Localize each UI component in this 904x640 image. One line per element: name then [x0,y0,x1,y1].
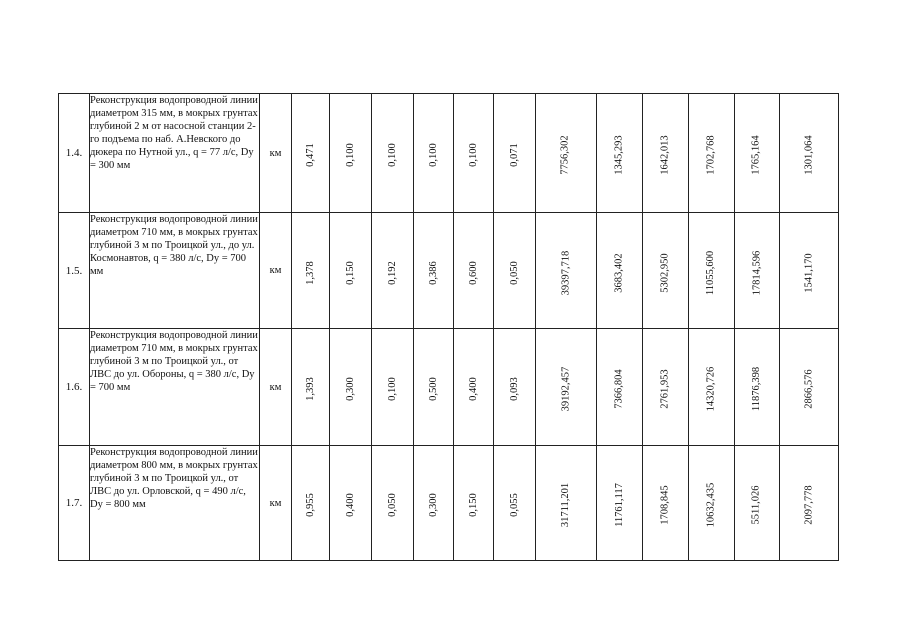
value-text: 17814,596 [750,250,762,295]
value-text: 0,400 [344,493,356,517]
value-text: 11761,117 [613,483,625,527]
table-row [59,446,839,561]
value-cell [330,329,372,446]
value-cell [454,329,494,446]
value-cell [494,213,536,329]
value-cell [494,446,536,561]
value-text: 0,471 [304,143,316,167]
value-cell [643,446,689,561]
row-description: Реконструкция водопроводной линии диаметром 710 мм, в мокрых грунтах глубиной 3 м по Троицкой ул., до ул. Космонавтов, q = 380 л/с, Dy = 700 мм [90,213,260,329]
value-cell [643,213,689,329]
value-text: 7756,302 [560,135,571,175]
table-row [59,94,839,213]
value-cell [643,94,689,213]
value-text: 0,100 [467,143,479,167]
value-text: 0,400 [467,377,479,401]
value-text: 5511,026 [750,485,762,525]
value-cell [597,329,643,446]
value-cell [330,94,372,213]
value-text: 1,378 [304,260,316,285]
value-text: 1642,013 [659,135,671,175]
value-text: 1708,845 [659,485,671,525]
value-cell [643,329,689,446]
value-cell [780,94,839,213]
row-number: 1.6. [59,329,90,446]
data-table [58,93,839,561]
value-text: 0,600 [467,260,479,285]
value-cell [292,213,330,329]
value-cell [734,329,780,446]
value-cell [536,446,597,561]
value-cell [330,213,372,329]
value-text: 1541,170 [803,252,815,293]
value-text: 3683,402 [613,252,625,293]
value-cell [494,329,536,446]
value-text: 0,386 [427,260,439,285]
row-number: 1.7. [59,446,90,561]
value-text: 7366,804 [613,369,625,409]
row-unit: км [260,94,292,213]
value-cell [454,213,494,329]
value-cell [689,94,735,213]
value-cell [292,329,330,446]
value-text: 0,100 [427,143,439,167]
value-text: 39192,457 [560,366,571,412]
row-unit: км [260,329,292,446]
value-text: 2761,953 [659,369,671,409]
value-text: 0,100 [344,143,356,167]
value-text: 1,393 [304,377,316,401]
value-text: 0,055 [508,493,520,517]
value-text: 14320,726 [705,366,717,412]
value-cell [597,213,643,329]
value-text: 5302,950 [659,252,671,293]
value-text: 0,500 [427,377,439,401]
table-row [59,213,839,329]
value-cell [536,94,597,213]
value-cell [780,213,839,329]
value-cell [292,94,330,213]
value-text: 2097,778 [803,485,815,525]
value-cell [734,446,780,561]
value-text: 10632,435 [705,482,717,528]
value-text: 1702,768 [705,135,717,175]
value-text: 1345,293 [613,135,625,175]
value-cell [414,446,454,561]
value-text: 0,050 [508,260,520,285]
value-cell [454,446,494,561]
value-cell [330,446,372,561]
value-text: 0,100 [386,377,398,401]
row-unit: км [260,213,292,329]
value-cell [372,329,414,446]
value-text: 0,955 [304,493,316,517]
value-cell [780,329,839,446]
row-number: 1.4. [59,94,90,213]
table-row [59,329,839,446]
value-text: 0,150 [467,493,479,517]
value-text: 31711,201 [560,482,571,528]
value-cell [536,329,597,446]
value-text: 0,100 [386,143,398,167]
value-cell [536,213,597,329]
value-cell [372,213,414,329]
value-cell [292,446,330,561]
value-text: 0,150 [344,260,356,285]
value-text: 0,300 [427,493,439,517]
value-cell [734,94,780,213]
value-text: 0,093 [508,377,520,401]
value-cell [414,94,454,213]
value-text: 11055,600 [705,250,717,295]
value-text: 11876,398 [750,366,762,412]
value-text: 39397,718 [560,250,571,295]
value-cell [689,213,735,329]
value-cell [597,446,643,561]
value-text: 0,071 [508,143,520,167]
value-cell [734,213,780,329]
value-cell [414,213,454,329]
value-cell [414,329,454,446]
value-cell [372,446,414,561]
value-text: 2866,576 [803,369,815,409]
row-number: 1.5. [59,213,90,329]
value-cell [454,94,494,213]
row-description: Реконструкция водопроводной линии диаметром 315 мм, в мокрых грунтах глубиной 2 м от насосной станции 2-го подъема по наб. А.Невского до дюкера по Нутной ул., q = 77 л/с, Dy = 300 мм [90,94,260,213]
value-cell [597,94,643,213]
value-text: 0,050 [386,493,398,517]
row-description: Реконструкция водопроводной линии диаметром 800 мм, в мокрых грунтах глубиной 3 м по Троицкой ул., от ЛВС до ул. Орловской, q = 490 л/с, Dy = 800 мм [90,446,260,561]
value-text: 0,192 [386,260,398,285]
value-cell [689,329,735,446]
value-cell [689,446,735,561]
row-description: Реконструкция водопроводной линии диаметром 710 мм, в мокрых грунтах глубиной 3 м по Троицкой ул., от ЛВС до ул. Обороны, q = 380 л/с, Dy = 700 мм [90,329,260,446]
value-cell [780,446,839,561]
value-cell [372,94,414,213]
value-text: 1765,164 [750,135,762,175]
row-unit: км [260,446,292,561]
value-text: 1301,064 [803,135,815,175]
value-cell [494,94,536,213]
value-text: 0,300 [344,377,356,401]
